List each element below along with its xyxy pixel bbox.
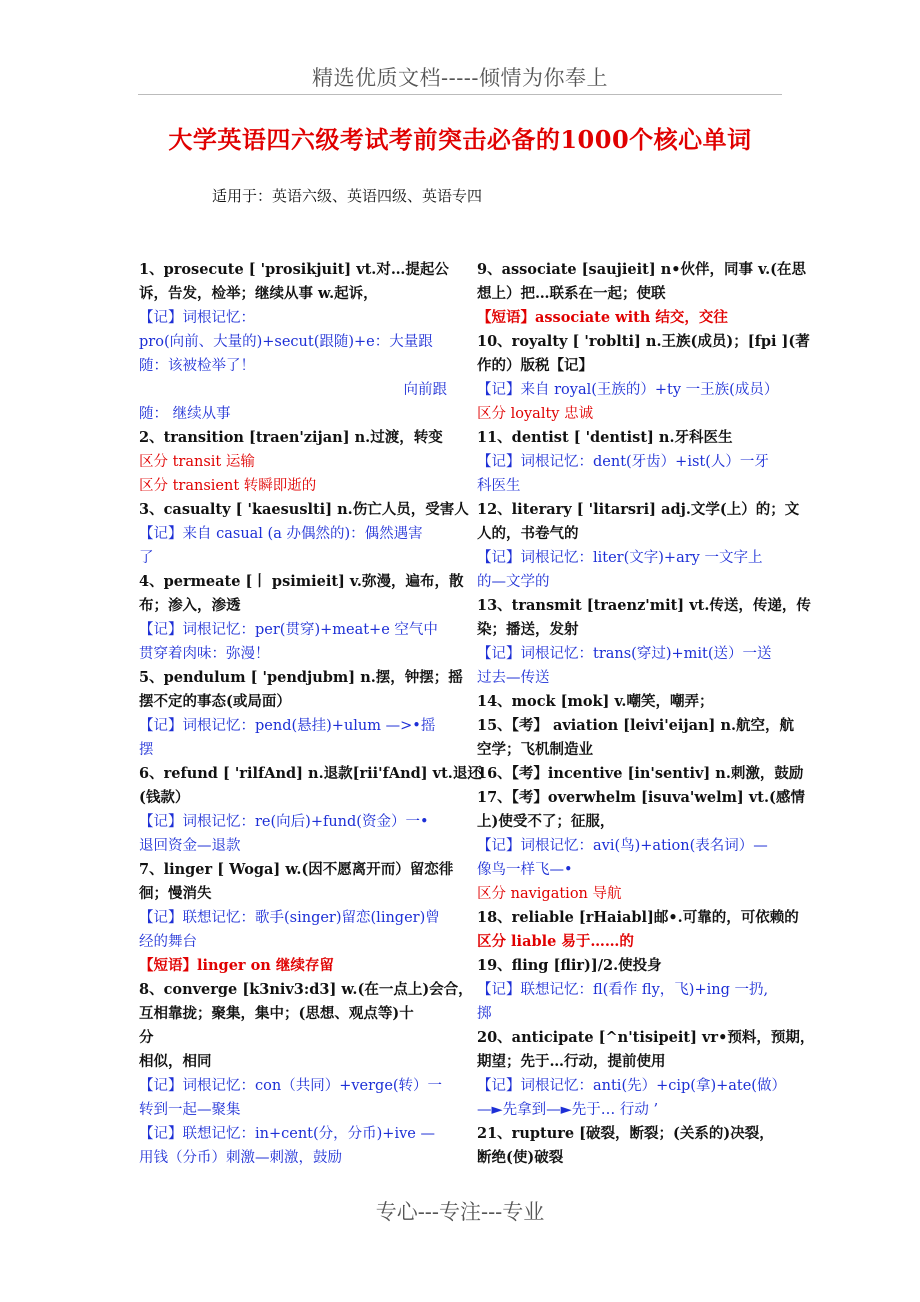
left-column-line: 【短语】linger on 继续存留 [139,957,334,974]
right-column-line: —►先拿到—►先于… 行动 ’ [477,1102,659,1118]
right-column-line: 掷 [477,1006,492,1022]
right-column-line: 人的，书卷气的 [477,525,579,542]
document-subtitle: 适用于：英语六级、英语四级、英语专四 [212,187,483,205]
right-column-line: 19、fling [flir)]/2.使投身 [477,957,662,974]
left-column-line: 【记】词根记忆：pend(悬挂)+ulum —>•摇 [139,718,436,734]
left-column-line: 2、transition [traen'zijan] n.过渡，转变 [139,429,443,446]
left-column-line: 经的舞台 [139,934,197,950]
page-header: 精选优质文档-----倾情为你奉上 [312,66,608,90]
right-column-line: 9、associate [saujieit] n•伙伴，同事 v.(在思 [477,261,806,278]
left-column-line: 贯穿着肉味：弥漫！ [139,646,270,662]
left-column-line: 互相靠拢；聚集，集中；(思想、观点等)十 [139,1005,414,1022]
left-column-line: 诉，告发，检举；继续从事 w.起诉， [139,285,378,302]
left-column-line: 4、permeate [丨 psimieit] v.弥漫，遍布，散 [139,573,464,590]
right-column-line: 12、literary [ 'litarsri] adj.文学(上）的；文 [477,501,800,518]
left-column-line: 【记】词根记忆：con（共同）+verge(转）一 [139,1078,443,1094]
right-column-line: 的—文学的 [477,574,550,590]
right-column-line: 10、royalty [ 'roblti] n.王族(成员)；[fpi ](著 [477,333,810,350]
left-column-line: 5、pendulum [ 'pendjubm] n.摆，钟摆；摇 [139,669,463,686]
left-column-line: pro(向前、大量的)+secut(跟随)+e：大量跟 [139,334,433,350]
right-column-line: 【短语】associate with 结交，交往 [477,309,728,326]
right-column-line: 作的）版税【记】 [477,357,593,374]
right-column-line: 区分 liable 易于……的 [477,933,634,950]
right-column-line: 期望；先于…行动，提前使用 [477,1053,666,1070]
right-column-line: 上)使受不了；征服， [477,813,615,830]
left-column-line: 6、refund [ 'rilfAnd] n.退款[rii'fAnd] vt.退还 [139,765,482,782]
left-column-line: 【记】词根记忆：re(向后)+fund(资金）一• [139,814,429,830]
right-column-line: 过去—传送 [477,670,550,686]
right-column-line: 【记】词根记忆：anti(先）+cip(拿)+ate(做） [477,1078,786,1094]
left-column-line: 转到一起—聚集 [139,1102,241,1118]
left-column-line: 1、prosecute [ 'prosikjuit] vt.对…提起公 [139,261,449,278]
right-column-line: 区分 navigation 导航 [477,886,622,902]
right-column-line: 像鸟一样飞—• [477,862,573,878]
right-column-line: 【记】词根记忆：liter(文字)+ary 一文字上 [477,550,763,566]
left-column-line: 【记】来自 casual (a 办偶然的)：偶然遇害 [139,526,423,542]
right-column-line: 空学；飞机制造业 [477,741,593,758]
left-column-line: 徊；慢消失 [139,885,212,902]
right-column-line: 区分 loyalty 忠诚 [477,406,594,422]
right-column-line: 染；播送，发射 [477,621,579,638]
left-column-line: 向前跟 [403,382,447,398]
right-column-line: 科医生 [477,478,521,494]
left-column-line: 摆 [139,742,154,758]
left-column-line: 【记】词根记忆： [139,310,255,326]
left-column-line: 退回资金—退款 [139,838,241,854]
left-column-line: 【记】词根记忆：per(贯穿)+meat+e 空气中 [139,622,438,638]
right-column [477,258,815,1170]
right-column-line: 16、【考】incentive [in'sentiv] n.刺激，鼓励 [477,765,804,782]
right-column-line: 【记】联想记忆：fl(看作 fly，飞)+ing 一扔, [477,982,769,998]
left-column-line: 摆不定的事态(或局面） [139,693,291,710]
right-column-line: 20、anticipate [^n'tisipeit] vr•预料，预期， [477,1029,815,1046]
left-column-line: 随： 继续从事 [139,406,231,422]
left-column-line: 【记】联想记忆：歌手(singer)留恋(linger)曾 [139,910,440,926]
left-column-line: 【记】联想记忆：in+cent(分，分币)+ive — [139,1126,435,1142]
left-column-line: 分 [139,1029,154,1046]
left-column-line: (钱款） [139,789,190,806]
right-column-line: 21、rupture [破裂，断裂；(关系的)决裂， [477,1125,774,1142]
left-column-line: 区分 transit 运输 [139,454,255,470]
left-column-line: 7、linger [ Woga] w.(因不愿离开而）留恋徘 [139,861,454,878]
right-column-line: 【记】词根记忆：trans(穿过)+mit(送）一送 [477,646,772,662]
right-column-line: 13、transmit [traenz'mit] vt.传送，传递，传 [477,597,811,614]
right-column-line: 【记】词根记忆：dent(牙齿）+ist(人）一牙 [477,454,769,470]
left-column-line: 相似，相同 [139,1053,212,1070]
page-footer: 专心---专注---专业 [375,1200,545,1224]
right-column-line: 【记】来自 royal(王族的）+ty 一王族(成员） [477,382,779,398]
right-column-line: 15、【考】 aviation [leivi'eijan] n.航空，航 [477,717,795,734]
header-divider [138,94,782,95]
left-column-line: 区分 transient 转瞬即逝的 [139,478,317,494]
left-column-line: 3、casualty [ 'kaesuslti] n.伤亡人员，受害人 [139,501,469,518]
right-column-line: 【记】词根记忆：avi(鸟)+ation(表名词）— [477,838,768,854]
left-column [139,258,482,1170]
left-column-line: 随：该被检举了！ [139,358,255,374]
right-column-line: 17、【考】overwhelm [isuva'welm] vt.(感情 [477,789,805,806]
left-column-line: 8、converge [k3niv3:d3] w.(在一点上)会合， [139,981,473,998]
left-column-line: 用钱（分币）刺激—刺激，鼓励 [139,1150,342,1166]
left-column-line: 了 [139,550,154,566]
right-column-line: 想上）把…联系在一起；使联 [477,285,666,302]
right-column-line: 11、dentist [ 'dentist] n.牙科医生 [477,429,733,446]
right-column-line: 14、mock [mok] v.嘲笑，嘲弄； [477,693,714,710]
right-column-line: 断绝(使)破裂 [477,1149,564,1166]
document-title: 大学英语四六级考试考前突击必备的1000个核心单词 [168,125,752,154]
right-column-line: 18、reliable [rHaiabl]邮•.可靠的，可依赖的 [477,909,799,926]
left-column-line: 布；渗入，渗透 [139,597,241,614]
